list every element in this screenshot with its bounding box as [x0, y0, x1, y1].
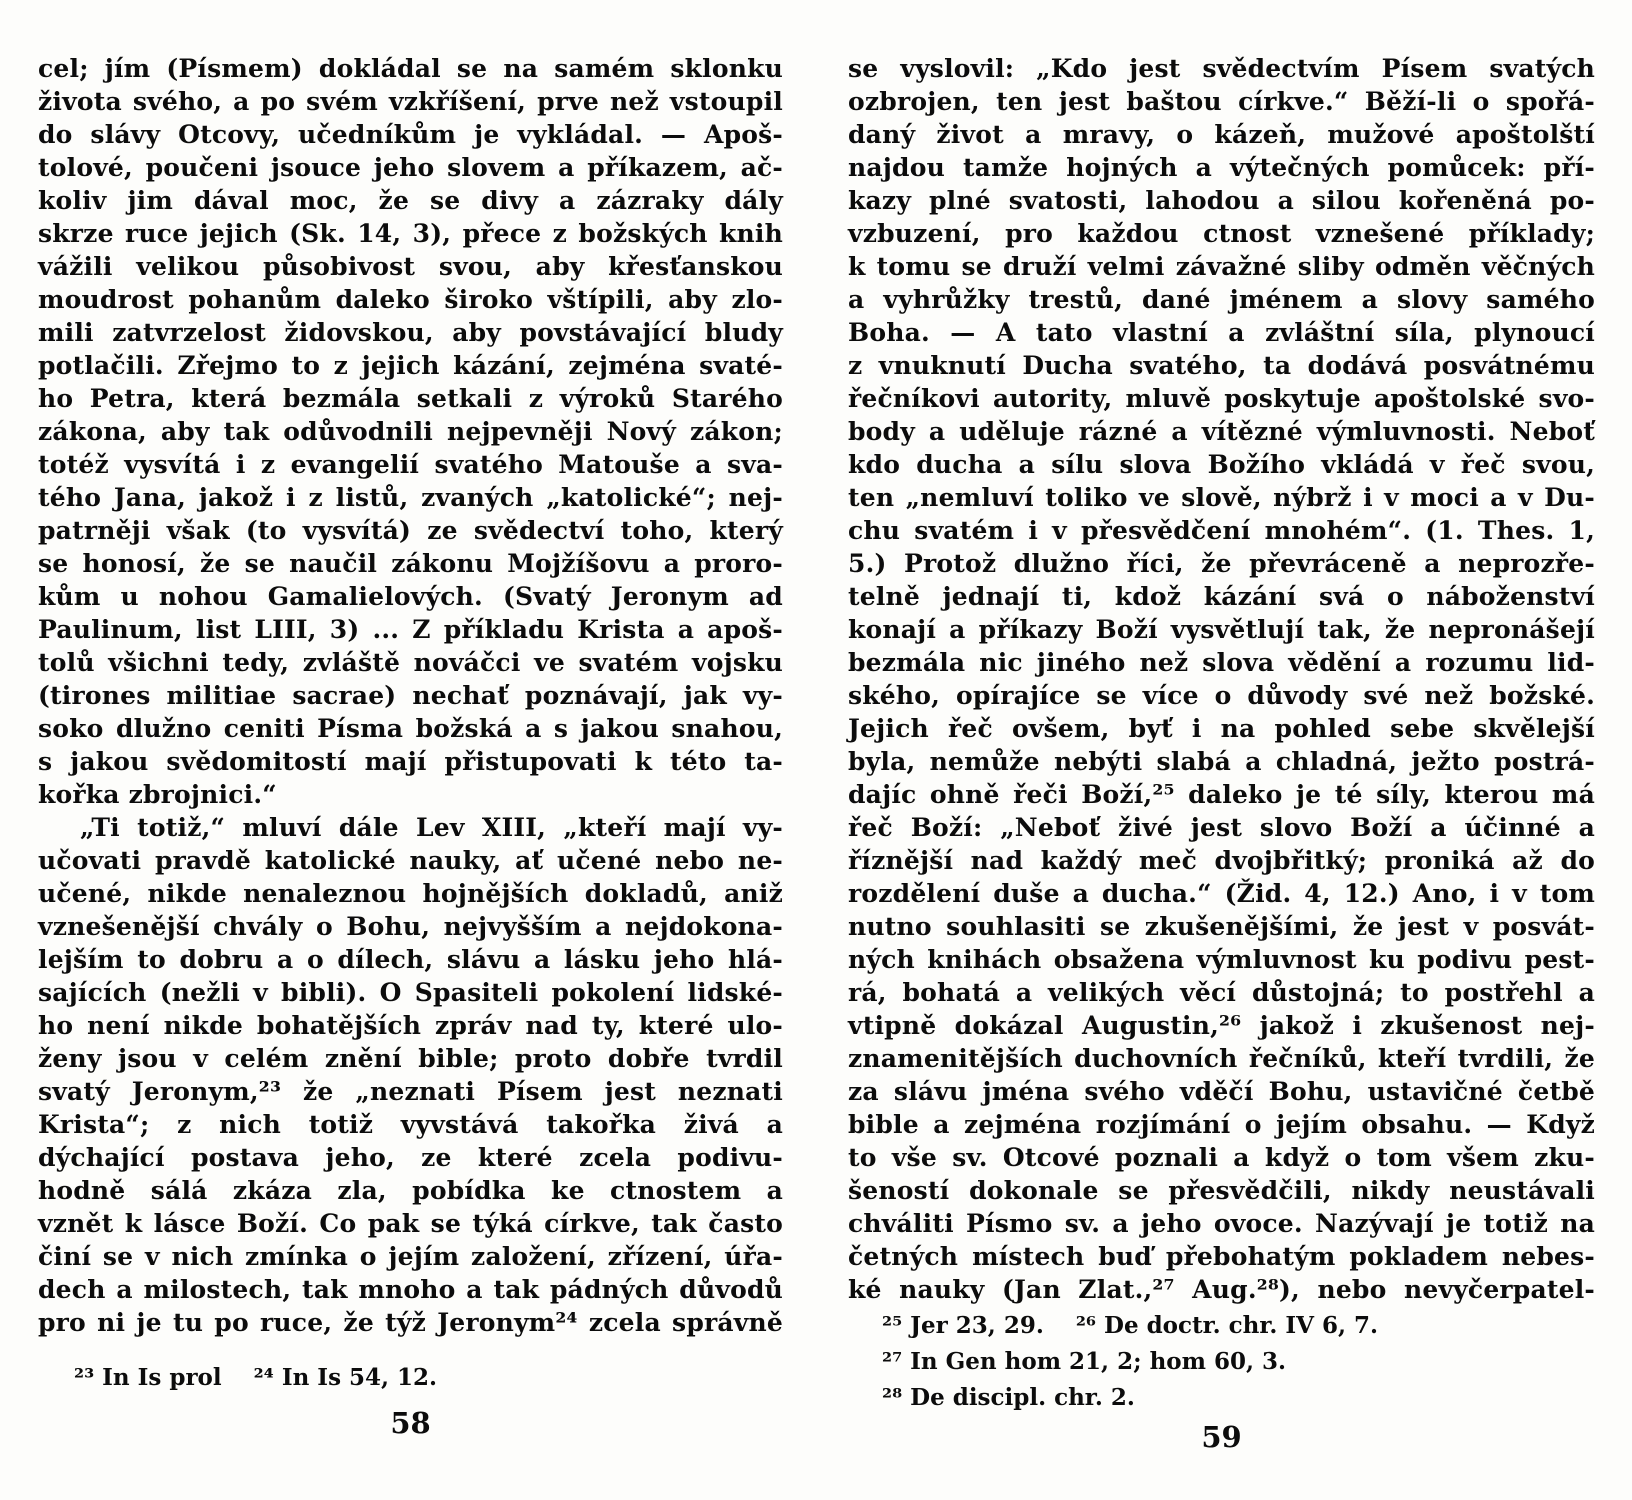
text-line: 5.) Protož dlužno říci, že převráceně a neprozře- [848, 549, 1595, 578]
text-line: hodně sálá zkáza zla, pobídka ke ctnostem a [38, 1176, 783, 1205]
text-line: dech a milostech, tak mnoho a tak pádných důvodů [38, 1275, 783, 1304]
left-page-footnotes [38, 1360, 783, 1396]
text-line: Krista“; z nich totiž vyvstává takořka živá a [38, 1110, 783, 1139]
text-line: řeč Boží: „Neboť živé jest slovo Boží a účinné a [848, 813, 1595, 842]
text-line: sajících (nežli v bibli). O Spasiteli pokolení lidské- [38, 978, 783, 1007]
text-line: ženy jsou v celém znění bible; proto dobře tvrdil [38, 1044, 783, 1073]
text-line: najdou tamže hojných a výtečných pomůcek: pří- [848, 153, 1595, 182]
right-page-text-column [848, 52, 1595, 1306]
text-line: vážili velikou působivost svou, aby křesťanskou [38, 252, 783, 281]
text-line: Jejich řeč ovšem, byť i na pohled sebe skvělejší [848, 714, 1595, 743]
text-line: z vnuknutí Ducha svatého, ta dodává posvátnému [848, 351, 1595, 380]
text-line: vtipně dokázal Augustin,²⁶ jakož i zkušenost nej- [848, 1011, 1595, 1040]
text-line: a vyhrůžky trestů, dané jménem a slovy samého [848, 285, 1595, 314]
text-line: učené, nikde nenaleznou hojnějších dokladů, aniž [38, 879, 783, 908]
text-line: vznešenější chvály o Bohu, nejvyšším a nejdokona- [38, 912, 783, 941]
footnote: ²⁵ Jer 23, 29. ²⁶ De doctr. chr. IV 6, 7. [882, 1312, 1379, 1339]
text-line: života svého, a po svém vzkříšení, prve než vstoupil [38, 87, 783, 116]
text-line: se honosí, že se naučil zákonu Mojžíšovu a proro- [38, 549, 783, 578]
text-line: potlačili. Zřejmo to z jejich kázání, zejména svaté- [38, 351, 783, 380]
right-page-number: 59 [1201, 1420, 1242, 1454]
footnote: ²³ In Is prol ²⁴ In Is 54, 12. [74, 1364, 438, 1391]
text-line: dajíc ohně řeči Boží,²⁵ daleko je té síly, kterou má [848, 780, 1595, 809]
text-line: patrněji však (to vysvítá) ze svědectví toho, který [38, 516, 783, 545]
text-line: chu svatém i v přesvědčení mnohém“. (1. Thes. 1, [848, 516, 1595, 545]
text-line: kům u nohou Gamalielových. (Svatý Jeronym ad [38, 582, 783, 611]
left-page-number: 58 [390, 1406, 431, 1440]
text-line: znamenitějších duchovních řečníků, kteří tvrdili, že [848, 1044, 1595, 1073]
text-line: body a uděluje rázné a vítězné výmluvnosti. Neboť [848, 417, 1595, 446]
text-line: k tomu se druží velmi závažné sliby odměn věčných [848, 252, 1595, 281]
text-line: Paulinum, list LIII, 3) ... Z příkladu Krista a apoš- [38, 615, 783, 644]
text-line: soko dlužno ceniti Písma božská a s jakou snahou, [38, 714, 783, 743]
text-line: ského, opírajíce se více o důvody své než božské. [848, 681, 1595, 710]
text-line: říznější nad každý meč dvojbřitký; proniká až do [848, 846, 1595, 875]
text-line: tolové, poučeni jsouce jeho slovem a příkazem, ač- [38, 153, 783, 182]
text-line: bezmála nic jiného než slova vědění a rozumu lid- [848, 648, 1595, 677]
text-line: ten „nemluví toliko ve slově, nýbrž i v moci a v Du- [848, 483, 1595, 512]
text-line: lejším to dobru a o dílech, slávu a lásku jeho hlá- [38, 945, 783, 974]
text-line: telně jednají ti, kdož kázání svá o náboženství [848, 582, 1595, 611]
text-line: rozdělení duše a ducha.“ (Žid. 4, 12.) Ano, i v tom [848, 879, 1595, 908]
text-line: konají a příkazy Boží vysvětlují tak, že nepronášejí [848, 615, 1595, 644]
paragraph [848, 52, 1595, 1306]
text-line: zákona, aby tak odůvodnili nejpevněji Nový zákon; [38, 417, 783, 446]
text-line: svatý Jeronym,²³ že „neznati Písem jest neznati [38, 1077, 783, 1106]
text-line: četných místech buď přebohatým pokladem nebes- [848, 1242, 1595, 1271]
text-line: dýchající postava jeho, ze které zcela podivu- [38, 1143, 783, 1172]
text-line: to vše sv. Otcové poznali a když o tom všem zku- [848, 1143, 1595, 1172]
text-line: nutno souhlasiti se zkušenějšími, že jest v posvát- [848, 912, 1595, 941]
text-line: kazy plné svatosti, lahodou a silou kořeněná po- [848, 186, 1595, 215]
text-line: mili zatvrzelost židovskou, aby povstávající bludy [38, 318, 783, 347]
text-line: ho není nikde bohatějších zpráv nad ty, které ulo- [38, 1011, 783, 1040]
text-line: vznět k lásce Boží. Co pak se týká církve, tak často [38, 1209, 783, 1238]
text-line: tého Jana, jakož i z listů, zvaných „katolické“; nej- [38, 483, 783, 512]
left-page-text-column [38, 52, 783, 1339]
text-line: totéž vysvítá i z evangelií svatého Matouše a sva- [38, 450, 783, 479]
text-line: (tirones militiae sacrae) nechať poznávají, jak vy- [38, 681, 783, 710]
right-page-footnotes [848, 1308, 1595, 1416]
text-line: tolů všichni tedy, zvláště nováčci ve svatém vojsku [38, 648, 783, 677]
text-line: ozbrojen, ten jest baštou církve.“ Běží-li o spořá- [848, 87, 1595, 116]
text-line: skrze ruce jejich (Sk. 14, 3), přece z božských knih [38, 219, 783, 248]
text-line: Boha. — A tato vlastní a zvláštní síla, plynoucí [848, 318, 1595, 347]
text-line: řečníkovi autority, mluvě poskytuje apoštolské svo- [848, 384, 1595, 413]
text-line: pro ni je tu po ruce, že týž Jeronym²⁴ zcela správně [38, 1308, 783, 1337]
text-line: se vyslovil: „Kdo jest svědectvím Písem svatých [848, 54, 1595, 83]
text-line: bible a zejména rozjímání o jejím obsahu. — Když [848, 1110, 1595, 1139]
text-line: za slávu jména svého vděčí Bohu, ustavičné četbě [848, 1077, 1595, 1106]
paragraph [38, 811, 783, 1339]
text-line: rá, bohatá a velikých věcí důstojná; to postřehl a [848, 978, 1595, 1007]
text-line: šeností dokonale se přesvědčili, nikdy neustávali [848, 1176, 1595, 1205]
text-line: kdo ducha a sílu slova Božího vkládá v řeč svou, [848, 450, 1595, 479]
text-line: učovati pravdě katolické nauky, ať učené nebo ne- [38, 846, 783, 875]
text-line: do slávy Otcovy, učedníkům je vykládal. — Apoš- [38, 120, 783, 149]
text-line: kořka zbrojnici.“ [38, 780, 277, 809]
text-line: s jakou svědomitostí mají přistupovati k této ta- [38, 747, 783, 776]
footnote: ²⁷ In Gen hom 21, 2; hom 60, 3. [882, 1348, 1287, 1375]
paragraph [38, 52, 783, 811]
text-line: ných knihách obsažena výmluvnost ku podivu pest- [848, 945, 1595, 974]
text-line: moudrost pohanům daleko široko vštípili, aby zlo- [38, 285, 783, 314]
text-line: chváliti Písmo sv. a jeho ovoce. Nazývají je totiž na [848, 1209, 1595, 1238]
text-line: daný život a mravy, o kázeň, mužové apoštolští [848, 120, 1595, 149]
text-line: byla, nemůže nebýti slabá a chladná, ježto postrá- [848, 747, 1595, 776]
text-line: koliv jim dával moc, že se divy a zázraky dály [38, 186, 783, 215]
text-line: vzbuzení, pro každou ctnost vznešené příklady; [848, 219, 1595, 248]
text-line: cel; jím (Písmem) dokládal se na samém sklonku [38, 54, 783, 83]
footnote: ²⁸ De discipl. chr. 2. [882, 1384, 1135, 1411]
text-line: „Ti totiž,“ mluví dále Lev XIII, „kteří mají vy- [80, 813, 783, 842]
text-line: ho Petra, která bezmála setkali z výroků Starého [38, 384, 783, 413]
text-line: ké nauky (Jan Zlat.,²⁷ Aug.²⁸), nebo nevyčerpatel- [848, 1275, 1595, 1304]
text-line: činí se v nich zmínka o jejím založení, zřízení, úřa- [38, 1242, 783, 1271]
